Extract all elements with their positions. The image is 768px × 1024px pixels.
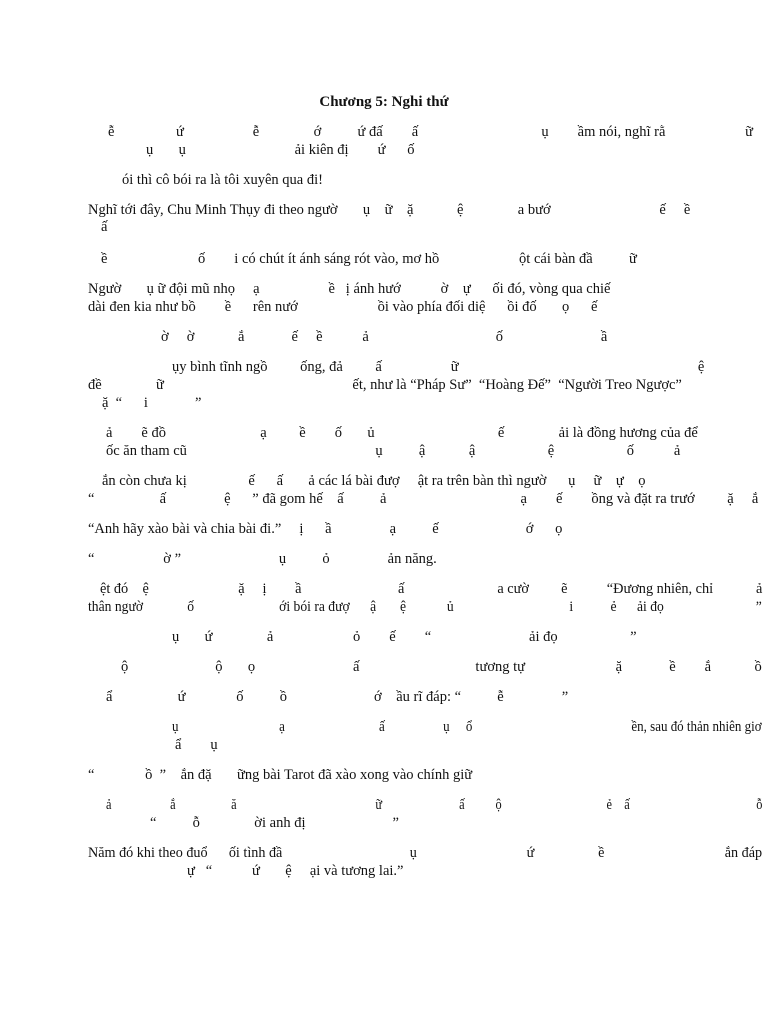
text-line: ộ ộ ọ ấ tương tự ặ ề ắ ồ — [121, 659, 762, 675]
text-line: ụy bình tĩnh ngồ ống, đả ấ ữ ệ — [172, 359, 705, 375]
text-line: ề ố i có chút ít ánh sáng rót vào, mơ hồ ột cái bàn đầ ữ — [101, 251, 637, 267]
text-line: ấ — [101, 219, 108, 235]
text-line: ụ ụ ải kiên đị ứ ố — [146, 142, 415, 158]
text-line: ặ “ i ” — [102, 395, 202, 411]
text-line: ụ ứ ả ỏ ế “ ải đọ ” — [172, 629, 637, 645]
text-line: ụ ạ ấ ụ ổ ền, sau đó thản nhiên giơ — [172, 719, 762, 735]
text-line: ốc ăn tham cũ ụ ậ ậ ệ ố ả — [106, 443, 681, 459]
text-line: “ ỗ ời anh đị ” — [150, 815, 399, 831]
text-line: ắn còn chưa kị ế ấ ả các lá bài đượ ật ra trên bàn thì ngườ ụ ữ ự ọ — [102, 473, 646, 489]
text-line: “Anh hãy xào bài và chia bài đi.” ị ầ ạ ế ớ ọ — [88, 521, 563, 537]
text-line: ói thì cô bói ra là tôi xuyên qua đi! — [122, 172, 323, 188]
text-line: ả ẽ đồ ạ ề ố ủ ế ải là đồng hương của để — [106, 425, 698, 441]
text-line: “ ấ ệ ” đã gom hế ấ ả ạ ế ồng và đặt ra trướ ặ ắ — [88, 491, 759, 507]
text-line: thân ngườ ố ới bói ra đượ ậ ệ ủ i ẻ ải đọ ” — [88, 599, 762, 615]
text-line: ự “ ứ ệ ại và tương lai.” — [187, 863, 404, 879]
text-line: ả ắ ă ữ ấ ộ ẻ ấ ỗ — [106, 797, 763, 813]
text-line: ẩ ứ ố ồ ớ ầu rĩ đáp: “ ễ ” — [106, 689, 569, 705]
text-line: ẩ ụ — [175, 737, 218, 753]
text-line: Nghĩ tới đây, Chu Minh Thụy đi theo ngườ ụ ữ ặ ệ a bướ ế ề — [88, 202, 691, 218]
chapter-title: Chương 5: Nghi thứ — [319, 94, 449, 110]
text-line: “ ờ ” ụ ỏ ản năng. — [88, 551, 437, 567]
text-line: ờ ờ ắ ế ề ả ố ầ — [161, 329, 608, 345]
text-line: ễ ứ ễ ớ ứ đấ ấ ụ ầm nói, nghĩ rằ ữ — [108, 124, 754, 140]
text-line: ệt đó ệ ặ ị ầ ấ a cườ ẽ “Đương nhiên, chỉ ả — [100, 581, 763, 597]
text-line: dài đen kia như bồ ề rên nướ ồi vào phía đối diệ ồi đố ọ ế — [88, 299, 598, 315]
text-line: Năm đó khi theo đuổ ối tình đầ ụ ứ ề ắn đáp — [88, 845, 763, 861]
text-line: “ ồ ” ắn đặ ững bài Tarot đã xào xong vào chính giữ — [88, 767, 473, 783]
text-line: Ngườ ụ ữ đội mũ nhọ ạ ề ị ánh hướ ờ ự ối đó, vòng qua chiế — [88, 281, 611, 297]
text-line: đề ữ ết, như là “Pháp Sư” “Hoàng Đế” “Người Treo Ngược” — [88, 377, 682, 393]
